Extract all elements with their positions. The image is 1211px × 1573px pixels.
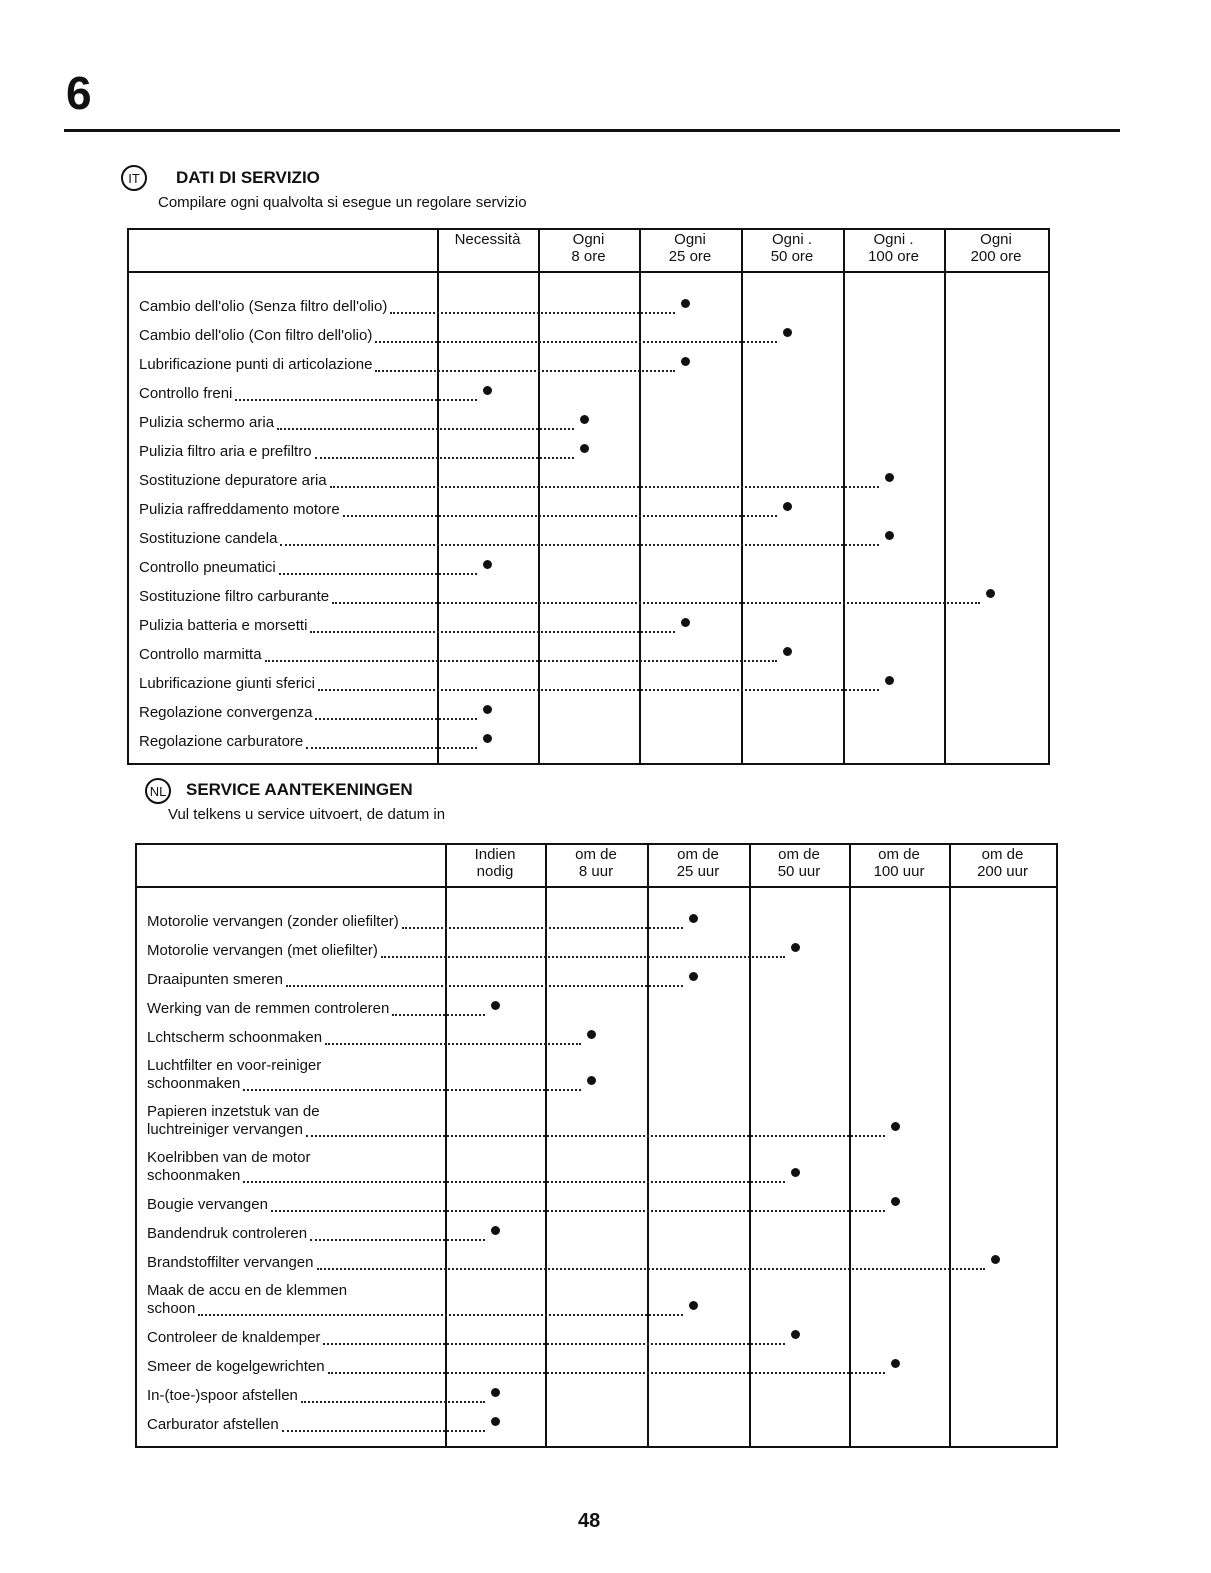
task-label: Sostituzione filtro carburante [139,588,330,605]
column-header [538,231,639,265]
task-label: Bandendruk controleren [147,1225,308,1242]
task-label: Motorolie vervangen (zonder oliefilter) [147,913,399,930]
dotted-leader [301,1401,485,1403]
dotted-leader [310,631,675,633]
interval-marker-dot [587,1076,596,1085]
dotted-leader [323,1343,785,1345]
column-header-line1: Indien [474,846,516,863]
table-row [137,933,1056,962]
table-row [129,637,1048,666]
table-row [137,904,1056,933]
task-label: Lchtscherm schoonmaken [147,1029,323,1046]
language-badge-it: IT [121,165,147,191]
interval-marker-dot [885,531,894,540]
interval-marker-dot [587,1030,596,1039]
interval-marker-dot [986,589,995,598]
dotted-leader [265,660,777,662]
column-header-line2: 200 ore [970,248,1022,265]
column-header-line2: 100 uur [873,863,925,880]
page-number: 48 [578,1510,601,1532]
column-header [843,231,944,265]
task-label: Draaipunten smeren [147,971,283,988]
dotted-leader [198,1314,683,1316]
task-label: Controllo freni [139,385,233,402]
table-row [129,289,1048,318]
dotted-leader [343,515,777,517]
task-label: Controleer de knaldemper [147,1329,321,1346]
table-row [137,1320,1056,1349]
interval-marker-dot [991,1255,1000,1264]
dotted-leader [243,1089,581,1091]
table-row [137,1349,1056,1378]
column-header-line2: 50 ore [770,248,814,265]
column-header-line1: om de [778,846,820,863]
column-header-line2: 25 ore [668,248,712,265]
column-header-line2: 25 uur [676,863,720,880]
table-row [137,1020,1056,1049]
interval-marker-dot [491,1417,500,1426]
dotted-leader [277,428,574,430]
dotted-leader [306,1135,885,1137]
table-row [129,608,1048,637]
task-label: Regolazione convergenza [139,704,313,721]
dotted-leader [271,1210,885,1212]
task-label: Smeer de kogelgewrichten [147,1358,325,1375]
column-header-line1: om de [575,846,617,863]
table-row [129,463,1048,492]
column-header [741,231,843,265]
task-label: Regolazione carburatore [139,733,304,750]
interval-marker-dot [689,1301,698,1310]
task-label: Sostituzione depuratore aria [139,472,327,489]
column-header [437,231,538,248]
dotted-leader [280,544,879,546]
column-header [944,231,1048,265]
interval-marker-dot [885,473,894,482]
interval-marker-dot [491,1226,500,1235]
table-row [137,1187,1056,1216]
table-row [137,1274,1056,1320]
task-label: Pulizia raffreddamento motore [139,501,340,518]
task-label: Pulizia batteria e morsetti [139,617,308,634]
header-separator [137,886,1056,888]
task-label: In-(toe-)spoor afstellen [147,1387,298,1404]
dotted-leader [315,457,574,459]
column-header [545,846,647,880]
interval-marker-dot [580,415,589,424]
column-header-line2: 200 uur [977,863,1028,880]
language-badge-nl: NL [145,778,171,804]
column-header-line1: Ogni . [873,231,914,248]
column-header-line2: nodig [476,863,514,880]
column-header [949,846,1056,880]
table-row [129,405,1048,434]
task-label: Cambio dell'olio (Con filtro dell'olio) [139,327,373,344]
task-label: Pulizia schermo aria [139,414,275,431]
dotted-leader [243,1181,785,1183]
dotted-leader [279,573,477,575]
column-header [445,846,545,880]
section-subtitle-it: Compilare ogni qualvolta si esegue un regolare servizio [158,194,527,211]
service-table-nl [135,843,1058,1448]
task-label: schoonmaken [147,1075,241,1092]
table-row [129,695,1048,724]
table-row [137,1141,1056,1187]
table-row [129,550,1048,579]
interval-marker-dot [491,1001,500,1010]
interval-marker-dot [791,1330,800,1339]
task-label: Carburator afstellen [147,1416,279,1433]
table-row [129,318,1048,347]
dotted-leader [318,689,879,691]
interval-marker-dot [783,647,792,656]
task-label: schoonmaken [147,1167,241,1184]
interval-marker-dot [891,1197,900,1206]
service-table-it [127,228,1050,765]
interval-marker-dot [689,914,698,923]
interval-marker-dot [689,972,698,981]
column-header-line1: Ogni . [771,231,813,248]
task-label: Sostituzione candela [139,530,278,547]
task-label: Lubrificazione giunti sferici [139,675,315,692]
table-row [129,347,1048,376]
task-label: luchtreiniger vervangen [147,1121,303,1138]
task-label: Luchtfilter en voor-reiniger [147,1057,322,1074]
task-label: Brandstoffilter vervangen [147,1254,314,1271]
interval-marker-dot [483,386,492,395]
task-label: Controllo marmitta [139,646,262,663]
task-label: schoon [147,1300,196,1317]
task-label: Pulizia filtro aria e prefiltro [139,443,312,460]
column-header-line1: Ogni [572,231,605,248]
interval-marker-dot [891,1122,900,1131]
column-header-line1: om de [981,846,1024,863]
interval-marker-dot [681,299,690,308]
interval-marker-dot [791,943,800,952]
interval-marker-dot [783,502,792,511]
task-label: Maak de accu en de klemmen [147,1282,348,1299]
task-label: Lubrificazione punti di articolazione [139,356,373,373]
dotted-leader [310,1239,485,1241]
column-header-line2: 100 ore [868,248,919,265]
dotted-leader [282,1430,485,1432]
section-subtitle-nl: Vul telkens u service uitvoert, de datum in [168,806,446,823]
table-row [129,666,1048,695]
column-header-line1: om de [677,846,719,863]
dotted-leader [381,956,785,958]
interval-marker-dot [885,676,894,685]
task-label: Werking van de remmen controleren [147,1000,390,1017]
dotted-leader [402,927,683,929]
table-row [137,1049,1056,1095]
dotted-leader [235,399,477,401]
table-row [137,1216,1056,1245]
table-row [137,962,1056,991]
table-row [137,1378,1056,1407]
column-header-line2: 8 ore [571,248,606,265]
column-header-line1: Ogni [674,231,706,248]
task-label: Koelribben van de motor [147,1149,311,1166]
dotted-leader [317,1268,986,1270]
table-row [129,579,1048,608]
table-row [137,1245,1056,1274]
top-rule [64,129,1120,132]
table-row [137,1407,1056,1436]
dotted-leader [286,985,683,987]
dotted-leader [306,747,477,749]
column-header-line2: 8 uur [578,863,614,880]
table-row [129,521,1048,550]
column-header-line1: Necessità [454,231,521,248]
task-label: Motorolie vervangen (met oliefilter) [147,942,378,959]
column-header [647,846,749,880]
interval-marker-dot [681,618,690,627]
dotted-leader [330,486,879,488]
dotted-leader [325,1043,581,1045]
dotted-leader [332,602,980,604]
column-header [749,846,849,880]
column-header [639,231,741,265]
section-number: 6 [66,67,92,119]
table-row [129,724,1048,753]
dotted-leader [328,1372,885,1374]
task-label: Controllo pneumatici [139,559,276,576]
dotted-leader [375,370,675,372]
column-header-line2: 50 uur [777,863,821,880]
section-title-it: DATI DI SERVIZIO [176,168,320,187]
column-header-line1: om de [878,846,920,863]
table-row [137,991,1056,1020]
task-label: Papieren inzetstuk van de [147,1103,320,1120]
interval-marker-dot [483,705,492,714]
dotted-leader [392,1014,485,1016]
table-row [129,492,1048,521]
dotted-leader [315,718,477,720]
interval-marker-dot [580,444,589,453]
interval-marker-dot [681,357,690,366]
task-label: Cambio dell'olio (Senza filtro dell'olio) [139,298,388,315]
table-row [129,376,1048,405]
table-row [137,1095,1056,1141]
interval-marker-dot [783,328,792,337]
column-header-line1: Ogni [980,231,1012,248]
table-row [129,434,1048,463]
interval-marker-dot [491,1388,500,1397]
interval-marker-dot [483,734,492,743]
column-header [849,846,949,880]
dotted-leader [375,341,777,343]
header-separator [129,271,1048,273]
section-title-nl: SERVICE AANTEKENINGEN [186,780,413,799]
interval-marker-dot [483,560,492,569]
dotted-leader [390,312,675,314]
interval-marker-dot [791,1168,800,1177]
task-label: Bougie vervangen [147,1196,268,1213]
interval-marker-dot [891,1359,900,1368]
